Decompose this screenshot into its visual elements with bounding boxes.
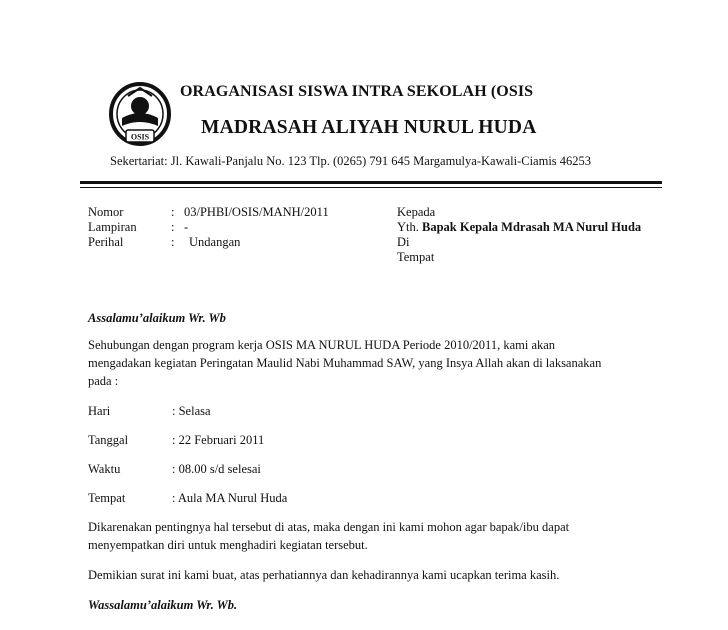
perihal-label: Perihal (88, 235, 124, 249)
recipient-kepada: Kepada (397, 205, 436, 219)
lampiran-colon: : (171, 220, 175, 234)
org-title: ORAGANISASI SISWA INTRA SEKOLAH (OSIS (180, 83, 534, 100)
header-divider-thin (80, 187, 662, 188)
detail-hari-value: : Selasa (172, 404, 211, 418)
perihal-value: Undangan (189, 235, 241, 249)
address-line: Sekertariat: Jl. Kawali-Panjalu No. 123 Tlp. (0265) 791 645 Margamulya-Kawali-Ciamis 46253 (110, 154, 592, 168)
perihal-colon: : (171, 235, 175, 249)
lampiran-value: - (184, 220, 189, 234)
school-title: MADRASAH ALIYAH NURUL HUDA (201, 117, 537, 138)
intro-line-2: mengadakan kegiatan Peringatan Maulid Nabi Muhammad SAW, yang Insya Allah akan di laksanakan (88, 356, 602, 370)
detail-waktu-label: Waktu (88, 462, 121, 476)
request-line-2: menyempatkan diri untuk menghadiri kegiatan tersebut. (88, 538, 368, 552)
detail-tempat-value: : Aula MA Nurul Huda (172, 491, 288, 505)
nomor-colon: : (171, 205, 175, 219)
detail-tanggal-value: : 22 Februari 2011 (172, 433, 265, 447)
recipient-tempat: Tempat (397, 250, 435, 264)
nomor-value: 03/PHBI/OSIS/MANH/2011 (184, 205, 329, 219)
intro-line-3: pada : (88, 374, 119, 388)
detail-waktu-value: : 08.00 s/d selesai (172, 462, 261, 476)
recipient-name: Bapak Kepala Mdrasah MA Nurul Huda (422, 220, 642, 234)
recipient-line (397, 220, 641, 235)
closing-line: Demikian surat ini kami buat, atas perhatiannya dan kehadirannya kami ucapkan terima kasih. (88, 568, 560, 582)
lampiran-label: Lampiran (88, 220, 137, 234)
greeting: Assalamu’alaikum Wr. Wb (88, 311, 226, 325)
recipient-yth: Yth. (397, 220, 419, 234)
request-line-1: Dikarenakan pentingnya hal tersebut di atas, maka dengan ini kami mohon agar bapak/ibu dapat (88, 520, 570, 534)
farewell: Wassalamu’alaikum Wr. Wb. (88, 598, 238, 612)
recipient-di: Di (397, 235, 410, 249)
detail-tanggal-label: Tanggal (88, 433, 129, 447)
header-divider-thick (80, 181, 662, 184)
detail-hari-label: Hari (88, 404, 111, 418)
intro-line-1: Sehubungan dengan program kerja OSIS MA NURUL HUDA Periode 2010/2011, kami akan (88, 338, 556, 352)
svg-text:OSIS: OSIS (130, 132, 150, 142)
osis-logo (108, 82, 172, 152)
nomor-label: Nomor (88, 205, 124, 219)
detail-tempat-label: Tempat (88, 491, 126, 505)
